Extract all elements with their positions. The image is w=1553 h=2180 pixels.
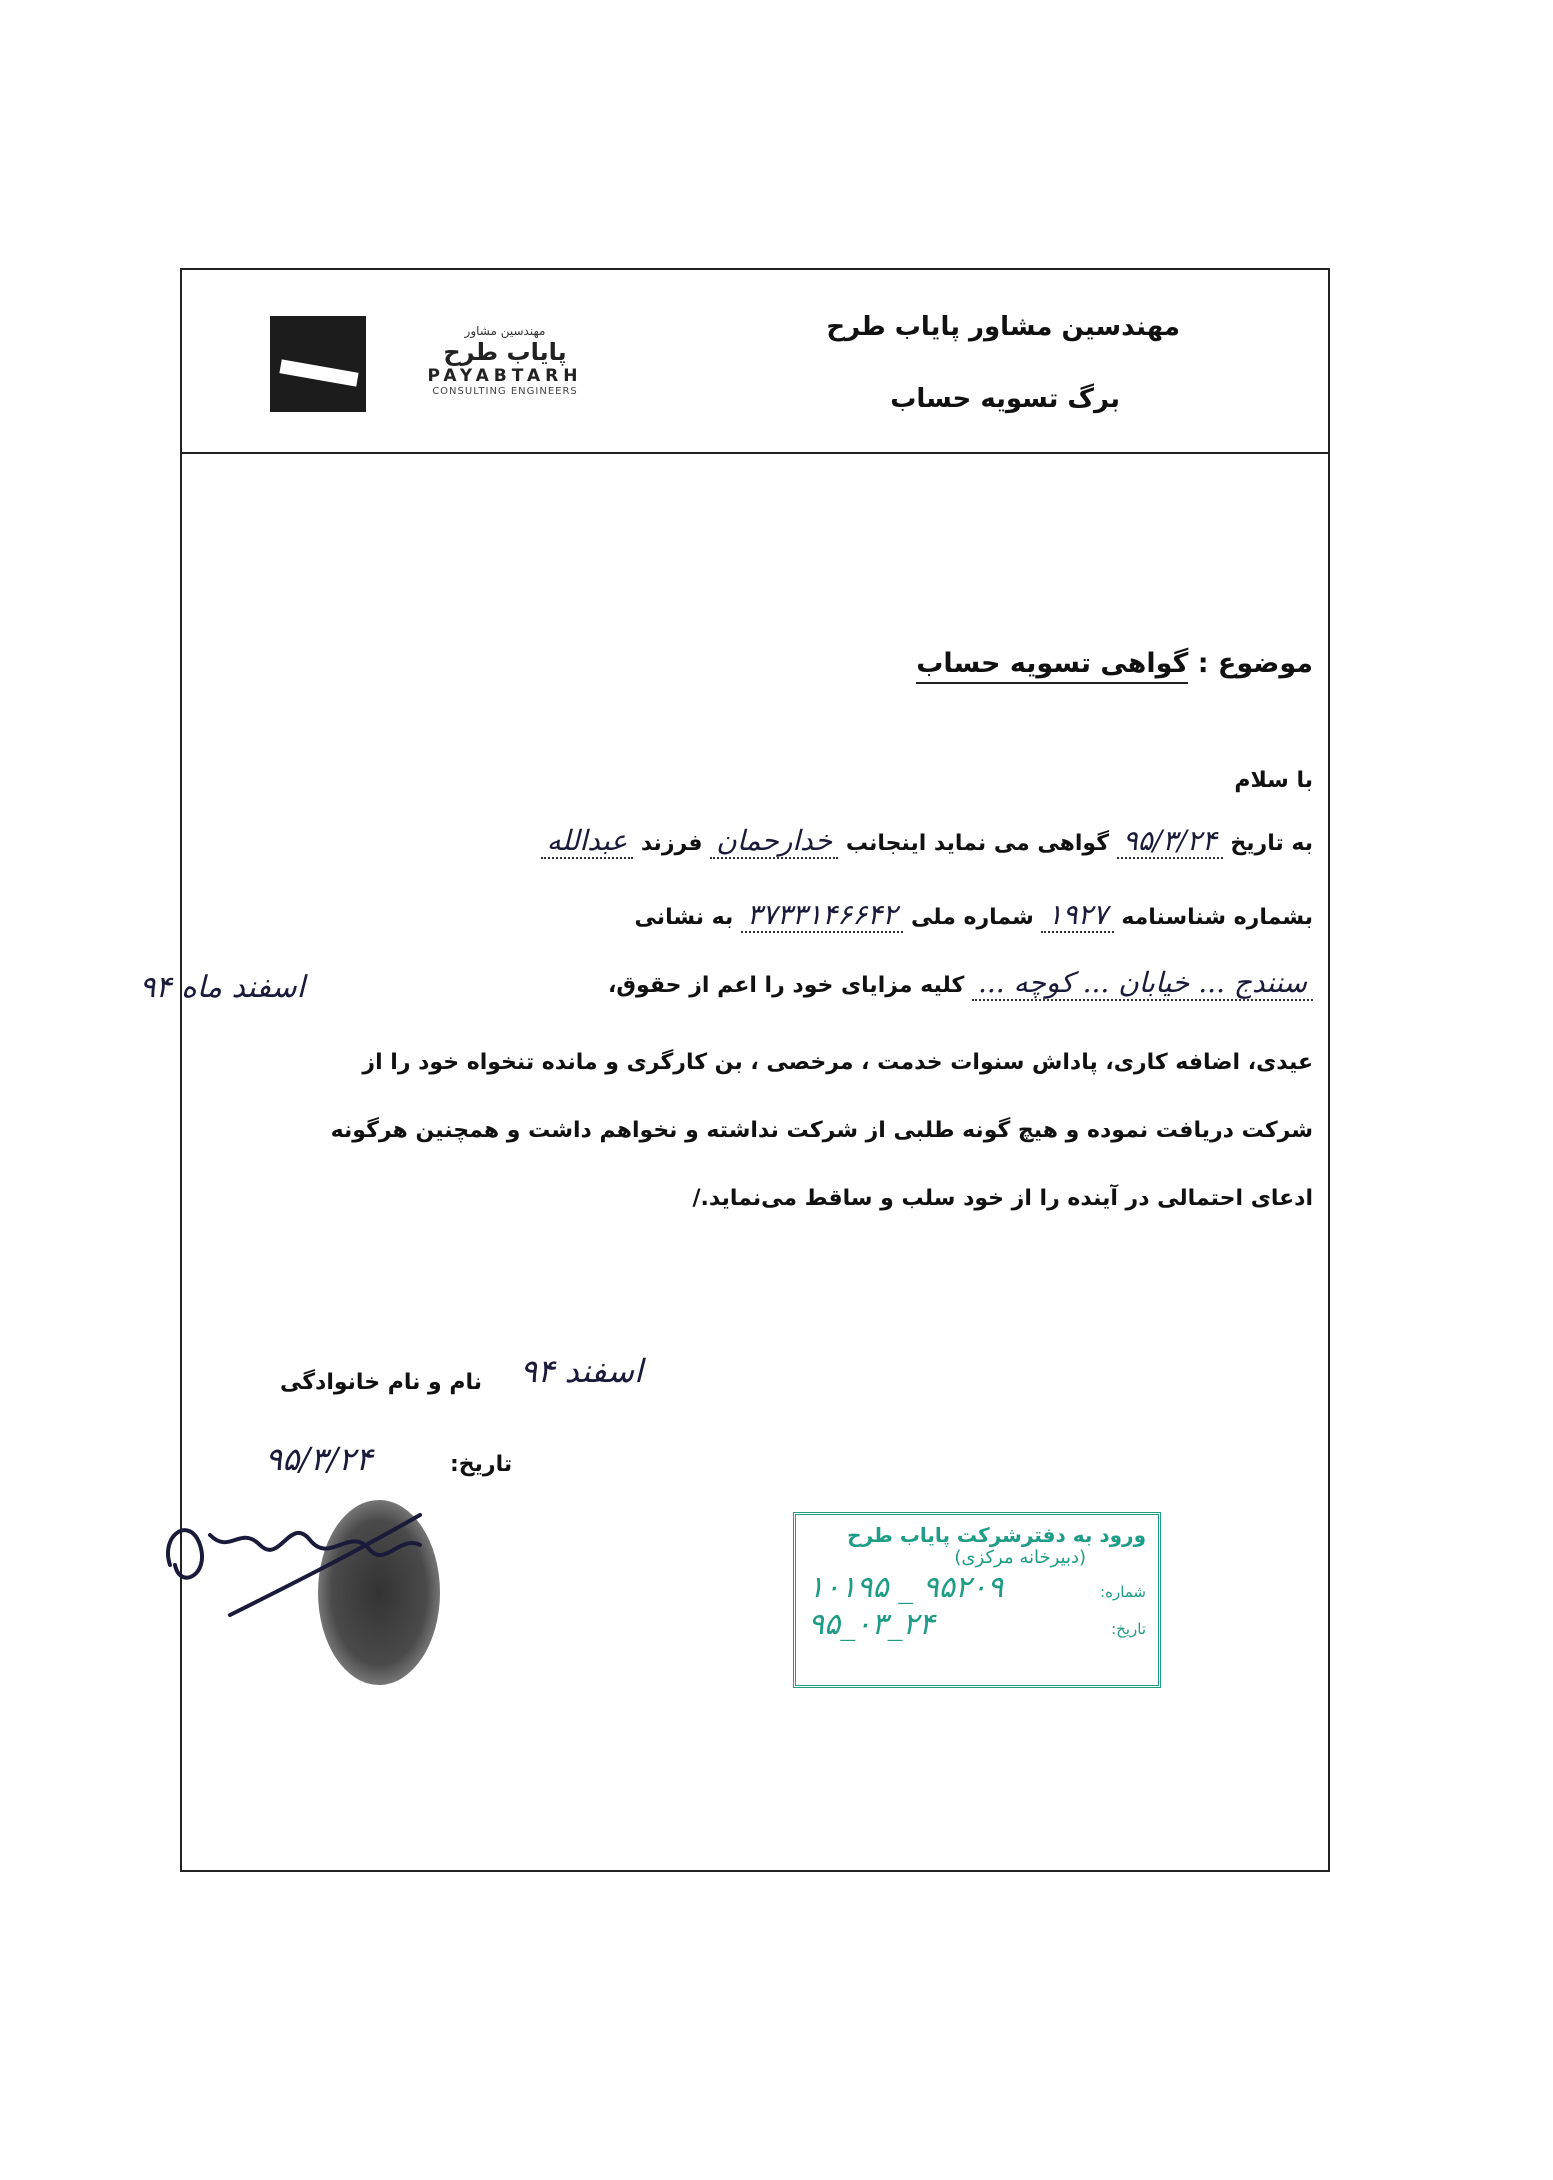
- body-line-1: [541, 824, 1313, 857]
- body-text: بشماره شناسنامه: [1121, 905, 1313, 930]
- date-label: تاریخ:: [450, 1452, 513, 1477]
- body-line-3: [608, 966, 1313, 999]
- handwritten-full-name: اسفند ۹۴: [520, 1352, 643, 1390]
- handwritten-father-name: عبدالله: [541, 824, 633, 859]
- form-title: برگ تسویه حساب: [890, 384, 1120, 414]
- signature-icon: [150, 1495, 450, 1645]
- body-text: به نشانی: [634, 905, 734, 930]
- handwritten-date: ۹۵/۳/۲۴: [1117, 824, 1223, 859]
- stamp-number-label: شماره:: [1100, 1583, 1146, 1601]
- body-text: کلیه مزایای خود را اعم از حقوق،: [608, 973, 965, 998]
- logo-english-subtitle: CONSULTING ENGINEERS: [432, 386, 578, 397]
- header-divider: [180, 452, 1330, 454]
- company-logo-text: [390, 324, 620, 397]
- handwritten-address: سنندج ... خیابان ... کوچه ...: [972, 966, 1313, 1001]
- body-text: به تاریخ: [1230, 831, 1313, 856]
- subject-line: [916, 648, 1313, 679]
- handwritten-signature-date: ۹۵/۳/۲۴: [265, 1440, 373, 1478]
- body-text: شماره ملی: [910, 905, 1034, 930]
- subject-value: گواهی تسویه حساب: [916, 648, 1188, 684]
- handwritten-id-number: ۱۹۲۷: [1041, 898, 1113, 933]
- body-line-6: ادعای احتمالی در آینده را از خود سلب و ساقط می‌نماید./: [692, 1186, 1313, 1211]
- logo-farsi-name: پایاب طرح: [443, 338, 567, 366]
- subject-label: موضوع :: [1197, 648, 1313, 679]
- body-line-2: [635, 898, 1313, 931]
- stamp-title: ورود به دفترشرکت پایاب طرح: [847, 1523, 1146, 1547]
- body-line-5: شرکت دریافت نموده و هیچ گونه طلبی از شرکت نداشته و نخواهم داشت و همچنین هرگونه: [330, 1118, 1313, 1143]
- greeting: با سلام: [1234, 768, 1313, 793]
- body-text: گواهی می نماید اینجانب: [845, 831, 1110, 856]
- stamp-date-value: ۹۵_۰۳_۲۴: [808, 1607, 935, 1642]
- registry-stamp: [793, 1512, 1161, 1688]
- logo-small-text: مهندسین مشاور: [464, 324, 546, 338]
- stamp-date-row: [808, 1607, 1146, 1642]
- stamp-subtitle: (دبیرخانه مرکزی): [954, 1547, 1086, 1568]
- stamp-date-label: تاریخ:: [1111, 1620, 1146, 1638]
- handwritten-national-id: ۳۷۳۳۱۴۶۶۴۲: [741, 898, 903, 933]
- body-line-4: عیدی، اضافه کاری، پاداش سنوات خدمت ، مرخصی ، بن کارگری و مانده تنخواه خود را از: [362, 1050, 1313, 1075]
- handwritten-margin-note: اسفند ماه ۹۴: [139, 970, 305, 1005]
- handwritten-name: خدارحمان: [710, 824, 838, 859]
- logo-english-name: PAYABTARH: [427, 366, 583, 386]
- stamp-number-row: [808, 1570, 1146, 1605]
- body-text: فرزند: [640, 831, 703, 856]
- stamp-number-value: ۱۰۱۹۵ _ ۹۵۲۰۹: [808, 1570, 1004, 1605]
- name-label: نام و نام خانوادگی: [280, 1370, 482, 1395]
- company-name: مهندسین مشاور پایاب طرح: [826, 312, 1180, 342]
- company-logo-icon: [270, 316, 366, 412]
